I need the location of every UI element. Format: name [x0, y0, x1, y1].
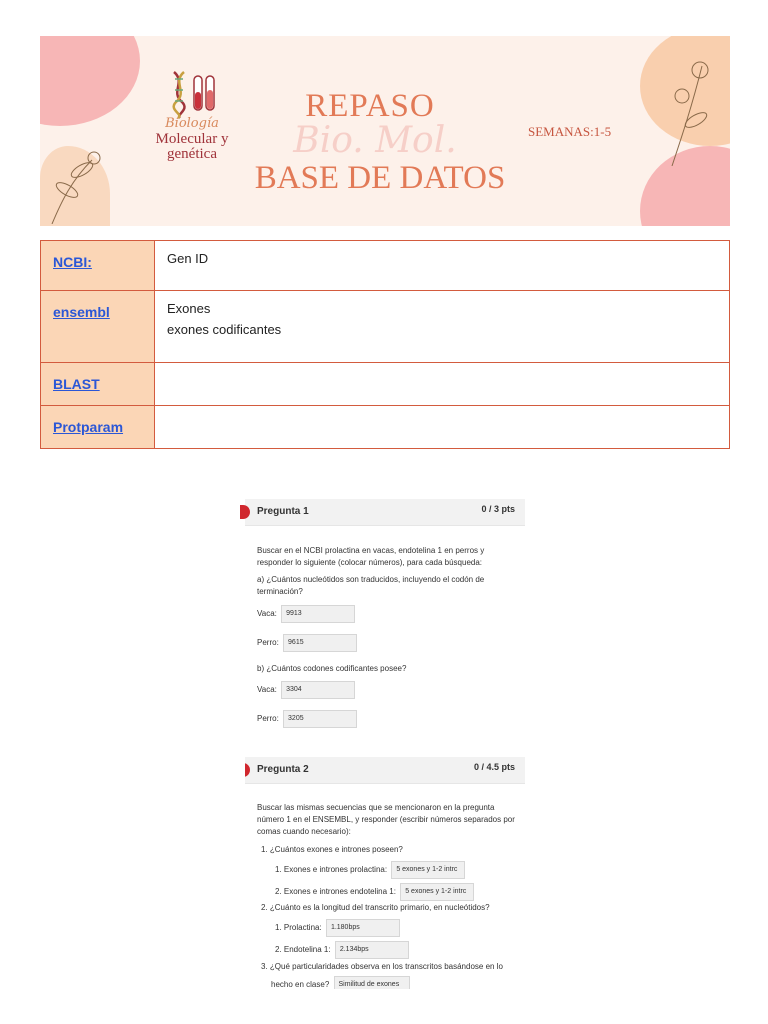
incorrect-flag-icon — [245, 763, 250, 777]
question-title: Pregunta 1 — [257, 506, 309, 517]
table-row — [41, 291, 730, 363]
answer-field[interactable]: 2.134bps — [335, 941, 409, 959]
dna-tubes-logo-icon — [166, 70, 226, 120]
question-subitem — [275, 861, 465, 879]
cell-text: Gen ID — [167, 251, 209, 266]
ncbi-link[interactable]: NCBI: — [53, 254, 92, 270]
table-value-cell — [155, 406, 730, 449]
question-title: Pregunta 2 — [257, 764, 309, 775]
floral-decoration-icon — [42, 140, 112, 224]
logo-title — [140, 132, 244, 162]
table-key-cell — [41, 241, 155, 291]
table-value-cell — [155, 241, 730, 291]
logo-title-line: Molecular y — [155, 131, 229, 147]
subitem-label: 1. Prolactina: — [275, 923, 322, 933]
question-prompt: Buscar en el NCBI prolactina en vacas, endotelina 1 en perros y responder lo siguiente (colocar números), para cada búsqueda: — [257, 546, 485, 567]
blast-link[interactable]: BLAST — [53, 376, 100, 392]
question-header — [245, 757, 525, 784]
question-item-continuation — [271, 976, 410, 989]
table-value-cell — [155, 363, 730, 406]
question-subitem — [275, 941, 409, 959]
subitem-label: hecho en clase? — [271, 980, 330, 989]
question-prompt: Buscar las mismas secuencias que se mencionaron en la pregunta número 1 en el ENSEMBL, y responder (escribir números separados por comas cuando necesario): — [257, 803, 515, 836]
weeks-label: SEMANAS:1-5 — [528, 124, 612, 139]
cell-text: Exones — [167, 301, 211, 316]
answer-row — [257, 605, 355, 623]
quiz-question-2 — [245, 757, 525, 989]
answer-field[interactable]: 5 exones y 1-2 intrc — [391, 861, 465, 879]
question-item: 1. ¿Cuántos exones e intrones poseen? — [261, 845, 403, 854]
page-subtitle: BASE DE DATOS — [254, 160, 506, 196]
question-points: 0 / 4.5 pts — [473, 762, 515, 772]
question-subitem — [275, 919, 400, 937]
answer-row — [257, 710, 357, 728]
answer-field[interactable]: Similitud de exones — [334, 976, 410, 989]
incorrect-flag-icon — [240, 505, 250, 519]
table-key-cell — [41, 363, 155, 406]
subitem-label: 2. Exones e intrones endotelina 1: — [275, 887, 396, 897]
table-row — [41, 241, 730, 291]
answer-field[interactable]: 9615 — [283, 634, 357, 652]
answer-field[interactable]: 5 exones y 1-2 intrc — [400, 883, 474, 901]
answer-label: Vaca: — [257, 609, 277, 619]
question-item: 3. ¿Qué particularidades observa en los transcritos basándose en lo — [261, 962, 503, 971]
table-key-cell — [41, 291, 155, 363]
ensembl-link[interactable]: ensembl — [53, 304, 110, 320]
answer-field[interactable]: 3205 — [283, 710, 357, 728]
answer-label: Vaca: — [257, 685, 277, 695]
answer-label: Perro: — [257, 638, 279, 648]
cell-text: exones codificantes — [167, 322, 282, 337]
answer-label: Perro: — [257, 714, 279, 724]
script-subtitle: Bio. Mol. — [293, 120, 457, 161]
answer-row — [257, 681, 355, 699]
title-banner — [40, 36, 730, 226]
question-subitem — [275, 883, 474, 901]
logo-script-text: Biología — [165, 116, 219, 131]
logo-title-line: genética — [167, 146, 217, 162]
answer-row — [257, 634, 357, 652]
subitem-label: 1. Exones e intrones prolactina: — [275, 865, 388, 875]
table-value-cell — [155, 291, 730, 363]
question-part-b: b) ¿Cuántos codones codificantes posee? — [257, 664, 407, 673]
answer-field[interactable]: 3304 — [281, 681, 355, 699]
page-title: REPASO — [305, 88, 435, 124]
question-item: 2. ¿Cuánto es la longitud del transcrito primario, en nucleótidos? — [261, 903, 490, 912]
question-header — [245, 499, 525, 526]
subitem-label: 2. Endotelina 1: — [275, 945, 331, 955]
question-part-a: a) ¿Cuántos nucleótidos son traducidos, incluyendo el codón de terminación? — [257, 575, 485, 596]
table-key-cell — [41, 406, 155, 449]
database-table — [40, 240, 730, 449]
answer-field[interactable]: 9913 — [281, 605, 355, 623]
protparam-link[interactable]: Protparam — [53, 419, 124, 435]
decor-blob — [40, 36, 140, 126]
table-row — [41, 406, 730, 449]
quiz-question-1 — [245, 499, 525, 746]
question-points: 0 / 3 pts — [481, 504, 515, 514]
floral-decoration-icon — [652, 56, 722, 166]
table-row — [41, 363, 730, 406]
answer-field[interactable]: 1.180bps — [326, 919, 400, 937]
